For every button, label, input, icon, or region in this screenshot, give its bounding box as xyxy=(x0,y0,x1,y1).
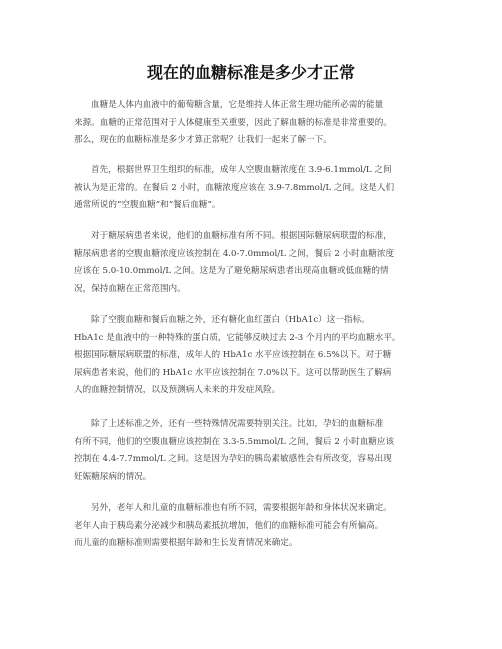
paragraph-line: 除了空腹血糖和餐后血糖之外，还有糖化血红蛋白（HbA1c）这一指标。 xyxy=(91,315,370,325)
paragraph-line: 人的血糖控制情况，以及预测病人未来的并发症风险。 xyxy=(74,385,281,396)
paragraph-line: 老年人由于胰岛素分泌减少和胰岛素抵抗增加，他们的血糖标准可能会有所偏高。 xyxy=(74,520,384,531)
paragraph-line: 来源。血糖的正常范围对于人体健康至关重要，因此了解血糖的标准是非常重要的。 xyxy=(74,117,392,128)
paragraph-who-standard xyxy=(74,162,434,215)
paragraph-pregnancy xyxy=(74,416,434,486)
paragraph-line: 妊娠糖尿病的情况。 xyxy=(74,471,152,482)
paragraph-line: 控制在 4.4-7.7mmol/L 之间。这是因为孕妇的胰岛素敏感性会有所改变，容易出现 xyxy=(74,454,392,465)
paragraph-line: 应该在 5.0-10.0mmol/L 之间。这是为了避免糖尿病患者出现高血糖或低血糖的情 xyxy=(74,266,389,277)
paragraph-line: 除了上述标准之外，还有一些特殊情况需要特别关注。比如，孕妇的血糖标准 xyxy=(91,419,384,429)
paragraph-elderly-children xyxy=(74,500,434,553)
paragraph-line: 那么，现在的血糖标准是多少才算正常呢？让我们一起来了解一下。 xyxy=(74,135,332,146)
paragraph-line: 通常所说的“空腹血糖”和“餐后血糖”。 xyxy=(74,200,221,211)
paragraph-line: 尿病患者来说，他们的 HbA1c 水平应该控制在 7.0%以下。这可以帮助医生了解病 xyxy=(74,367,392,378)
paragraph-line: 况，保持血糖在正常范围内。 xyxy=(74,283,186,294)
paragraph-line: 糖尿病患者的空腹血糖浓度应该控制在 4.0-7.0mmol/L 之间，餐后 2 小时血糖浓度 xyxy=(74,248,395,259)
paragraph-hba1c xyxy=(74,312,434,400)
paragraph-line: 对于糖尿病患者来说，他们的血糖标准有所不同。根据国际糖尿病联盟的标准， xyxy=(91,231,392,241)
paragraph-line: 另外，老年人和儿童的血糖标准也有所不同，需要根据年龄和身体状况来确定。 xyxy=(91,503,392,513)
paragraph-line: 根据国际糖尿病联盟的标准，成年人的 HbA1c 水平应该控制在 6.5%以下。对于糖 xyxy=(74,350,392,361)
paragraph-intro xyxy=(74,97,434,150)
paragraph-diabetes-standard xyxy=(74,228,434,298)
page-title: 现在的血糖标准是多少才正常 xyxy=(146,63,355,82)
paragraph-line: HbA1c 是血液中的一种特殊的蛋白质，它能够反映过去 2-3 个月内的平均血糖水平。 xyxy=(74,332,401,343)
paragraph-line: 被认为是正常的。在餐后 2 小时，血糖浓度应该在 3.9-7.8mmol/L 之间。这是人们 xyxy=(74,182,395,193)
paragraph-line: 血糖是人体内血液中的葡萄糖含量，它是维持人体正常生理功能所必需的能量 xyxy=(91,100,384,110)
paragraph-line: 有所不同，他们的空腹血糖应该控制在 3.3-5.5mmol/L 之间，餐后 2 小时血糖应该 xyxy=(74,436,395,447)
paragraph-line: 首先，根据世界卫生组织的标准，成年人空腹血糖浓度在 3.9-6.1mmol/L 之间 xyxy=(91,165,392,175)
paragraph-line: 而儿童的血糖标准则需要根据年龄和生长发育情况来确定。 xyxy=(74,538,298,549)
